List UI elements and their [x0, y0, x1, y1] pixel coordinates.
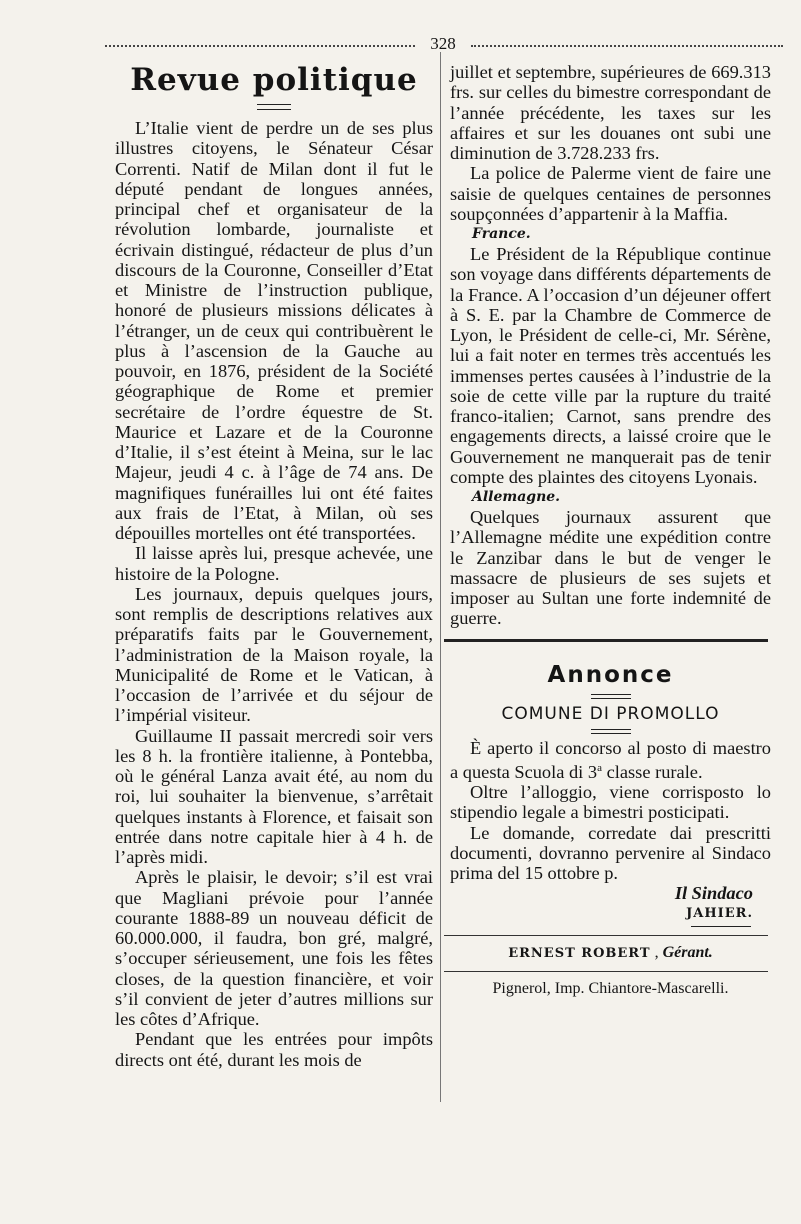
page-header — [105, 34, 783, 53]
section-heading-allemagne: Allemagne. — [472, 489, 561, 505]
signature-name: JAHIER. — [686, 906, 753, 922]
signature-rule — [691, 926, 751, 927]
gerant-title: Gérant. — [662, 944, 713, 962]
paragraph-palerme: La police de Palerme vient de faire une saisie de quelques centaines de personnes soupçonnées d’appartenir à la Maffia. — [450, 163, 771, 224]
printer-imprint: Pignerol, Imp. Chiantore-Mascarelli. — [492, 980, 729, 998]
gerant-separator: , — [650, 944, 663, 962]
paragraph-allemagne: Quelques journaux assurent que l’Allemagne médite une expédition contre le Zanzibar dans le but de venger le massacre de plusieurs de ses sujets et imposer au Sultan une forte indemnité de guerre. — [450, 507, 771, 629]
annonce-rule — [591, 694, 631, 699]
annonce-concorso-superscript: a — [597, 761, 602, 774]
annonce-concorso-tail: classe rurale. — [601, 761, 703, 782]
column-divider — [440, 52, 441, 1102]
annonce-paragraph-domande: Le domande, corredate dai prescritti documenti, dovranno pervenire al Sindaco prima del 15 ottobre p. — [450, 822, 771, 884]
section-separator — [444, 639, 768, 642]
annonce-heading: Annonce — [547, 661, 674, 688]
header-dotted-rule-right — [471, 45, 783, 47]
signature-title: Il Sindaco — [674, 883, 753, 904]
imprint-rule — [444, 971, 768, 972]
title-underline — [257, 104, 291, 110]
paragraph-journaux: Les journaux, depuis quelques jours, sont remplis de descriptions relatives aux préparatifs faits par le Gouvernement, l’administration de la Maison royale, la Municipalité de Rome et le Vatican, à l’occasion de l’arrivée et du séjour de l’impérial visiteur. — [115, 583, 433, 726]
paragraph-impots: Pendant que les entrées pour impôts directs ont été, durant les mois de — [115, 1029, 433, 1070]
annonce-paragraph-alloggio: Oltre l’alloggio, viene corrisposto lo stipendio legale a bimestri posticipati. — [450, 782, 771, 823]
gerant-line — [450, 942, 771, 965]
paragraph-magliani: Après le plaisir, le devoir; s’il est vrai que Magliani prévoie pour l’année courante 1888-89 un nouveau déficit de 60.000.000, il faudra, bon gré, malgré, s’occuper sérieusement, une fois les fêtes closes, de la question financière, et voir s’il convient de jeter d’autres millions sur les côtes d’Afrique. — [115, 867, 433, 1029]
paragraph-continuation: juillet et septembre, supérieures de 669.313 frs. sur celles du bimestre correspondant de l’année précédente, les taxes sur les affaires et sur les douanes ont subi une diminution de 3.728.233 frs. — [450, 62, 771, 163]
paragraph-france: Le Président de la République continue son voyage dans différents départements de la France. A l’occasion d’un déjeuner offert à S. E. par la Chambre de Commerce de Lyon, le Président de celle-ci, Mr. Sérène, lui a fait noter en termes très accentués les immenses pertes causées à l’industrie de la soie de cette ville par la rupture du traité franco-italien; Carnot, sans prendre des engagements directs, a laissé croire que le Gouvernement ne manquerait pas de tenir compte des plaintes des citoyens Lyonais. — [450, 244, 771, 487]
commune-rule — [591, 729, 631, 734]
paragraph-correnti: L’Italie vient de perdre un de ses plus illustres citoyens, le Sénateur César Correnti. Natif de Milan dont il fut le député pendant de longues années, principal chef et organisateur de la révolution lombarde, journaliste et écrivain distingué, rédacteur de plus d’un discours de la Couronne, Conseiller d’Etat et Ministre de l’instruction publique, honoré de plusieurs missions délicates à l’étranger, un de ceux qui contribuèrent le plus à l’ascension de la Gauche au pouvoir, en 1876, président de la Société géographique de Rome et premier secrétaire de l’ordre équestre de St. Maurice et Lazare et de la Couronne d’Italie, il s’est éteint à Meina, sur le lac Majeur, jeudi 4 c. à l’âge de 74 ans. De magnifiques funérailles lui ont été faites aux frais de l’Etat, à Milan, où ses dépouilles mortelles ont été transportées. — [115, 118, 433, 543]
page-title: Revue politique — [130, 62, 418, 98]
header-dotted-rule-left — [105, 45, 415, 47]
paragraph-guillaume: Guillaume II passait mercredi soir vers les 8 h. la frontière italienne, à Pontebba, où le général Lanza avait été, au nom du roi, lui souhaiter la bienvenue, s’arrêtait quelques instants à Florence, et faisait son entrée dans notre capitale hier à 4 h. de l’après midi. — [115, 725, 433, 867]
page-number: 328 — [430, 34, 456, 53]
left-column — [115, 62, 433, 1070]
annonce-paragraph-concorso — [450, 738, 771, 783]
annonce-concorso-text: È aperto il concorso al posto di maestro a questa Scuola di 3 — [450, 737, 771, 782]
commune-heading: COMUNE DI PROMOLLO — [501, 703, 720, 724]
footer-rule — [444, 935, 768, 936]
paragraph-pologne: Il laisse après lui, presque achevée, une histoire de la Pologne. — [115, 543, 433, 584]
right-column — [450, 62, 771, 1000]
section-heading-france: France. — [472, 226, 531, 242]
gerant-name: ERNEST ROBERT — [508, 946, 651, 962]
